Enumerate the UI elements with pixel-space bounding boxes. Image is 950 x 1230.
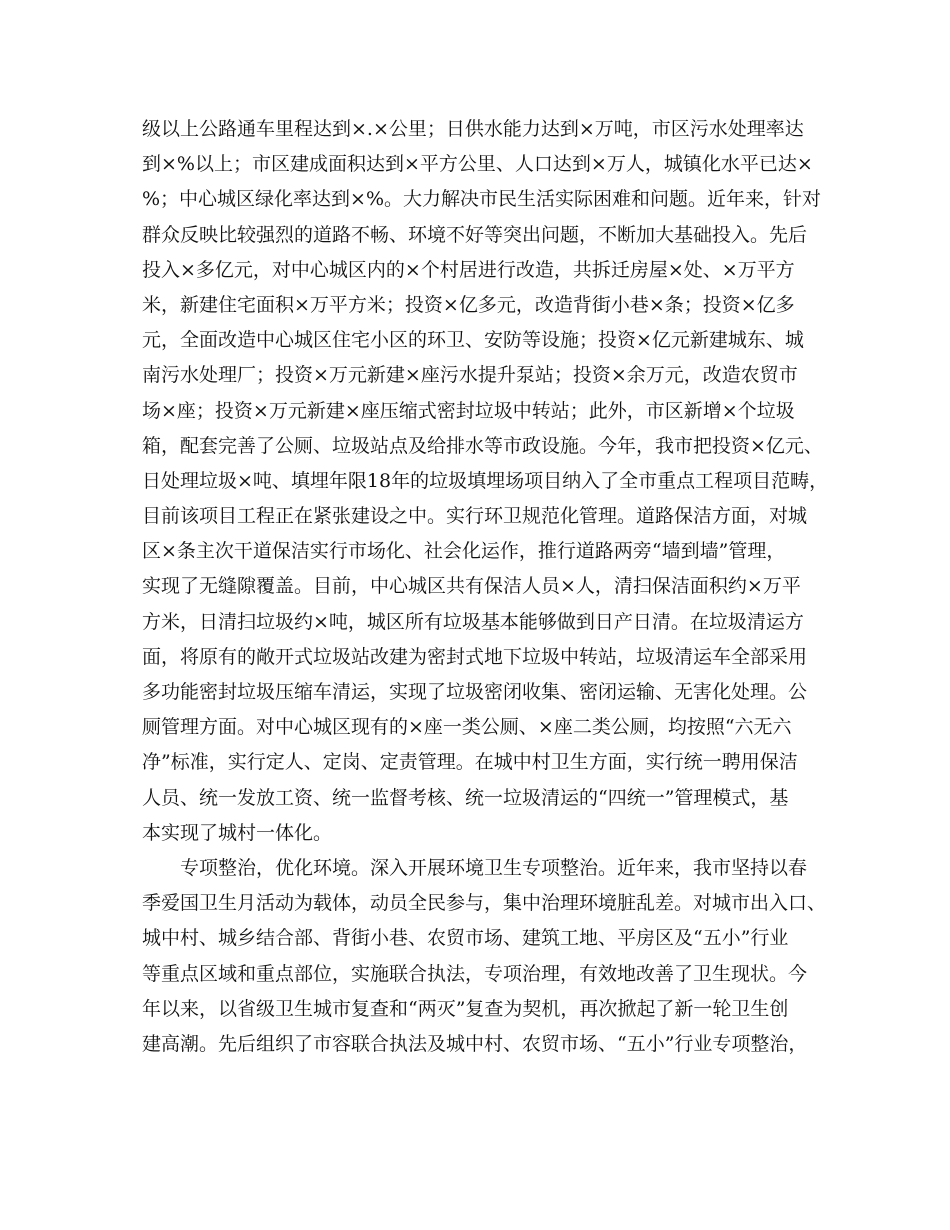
text-line: 到×%以上；市区建成面积达到×平方公里、人口达到×万人，城镇化水平已达× bbox=[142, 153, 813, 176]
text-line: 净”标准，实行定人、定岗、定责管理。在城中村卫生方面，实行统一聘用保洁 bbox=[142, 751, 798, 774]
paragraph-start-line: 专项整治，优化环境。深入开展环境卫生专项整治。近年来，我市坚持以春 bbox=[180, 856, 808, 879]
text-line: 城中村、城乡结合部、背街小巷、农贸市场、建筑工地、平房区及“五小”行业 bbox=[142, 927, 789, 950]
text-line: 人员、统一发放工资、统一监督考核、统一垃圾清运的“四统一”管理模式，基 bbox=[142, 786, 789, 809]
body-text bbox=[142, 112, 829, 1062]
text-line: 箱，配套完善了公厕、垃圾站点及给排水等市政设施。今年，我市把投资×亿元、 bbox=[142, 434, 823, 457]
text-line: 级以上公路通车里程达到×.×公里；日供水能力达到×万吨，市区污水处理率达 bbox=[142, 118, 804, 140]
text-line: 区×条主次干道保洁实行市场化、社会化运作，推行道路两旁“墙到墙”管理， bbox=[142, 540, 786, 563]
text-line: 投入×多亿元，对中心城区内的×个村居进行改造，共拆迁房屋×处、×万平方 bbox=[142, 258, 795, 281]
text-line: 南污水处理厂；投资×万元新建×座污水提升泵站；投资×余万元，改造农贸市 bbox=[142, 364, 798, 387]
text-line: 日处理垃圾×吨、填埋年限18年的垃圾填埋场项目纳入了全市重点工程项目范畴， bbox=[142, 469, 829, 492]
text-line: 实现了无缝隙覆盖。目前，中心城区共有保洁人员×人，清扫保洁面积约×万平 bbox=[142, 575, 801, 598]
text-line: %；中心城区绿化率达到×%。大力解决市民生活实际困难和问题。近年来，针对 bbox=[142, 188, 822, 211]
text-line: 场×座；投资×万元新建×座压缩式密封垃圾中转站；此外，市区新增×个垃圾 bbox=[142, 399, 795, 422]
text-line: 面，将原有的敞开式垃圾站改建为密封式地下垃圾中转站，垃圾清运车全部采用 bbox=[142, 645, 808, 668]
text-line: 方米，日清扫垃圾约×吨，城区所有垃圾基本能够做到日产日清。在垃圾清运方 bbox=[142, 610, 804, 633]
text-line: 建高潮。先后组织了市容联合执法及城中村、农贸市场、“五小”行业专项整治， bbox=[142, 1032, 808, 1055]
text-line: 年以来，以省级卫生城市复查和“两灭”复查为契机，再次掀起了新一轮卫生创 bbox=[142, 997, 789, 1020]
text-line: 米，新建住宅面积×万平方米；投资×亿多元，改造背街小巷×条；投资×亿多 bbox=[142, 293, 795, 316]
text-line: 季爱国卫生月活动为载体，动员全民参与，集中治理环境脏乱差。对城市出入口、 bbox=[142, 892, 827, 915]
text-line: 目前该项目工程正在紧张建设之中。实行环卫规范化管理。道路保洁方面，对城 bbox=[142, 505, 808, 528]
text-line: 群众反映比较强烈的道路不畅、环境不好等突出问题，不断加大基础投入。先后 bbox=[142, 223, 808, 246]
text-line: 元，全面改造中心城区住宅小区的环卫、安防等设施；投资×亿元新建城东、城 bbox=[142, 329, 804, 352]
text-line: 多功能密封垃圾压缩车清运，实现了垃圾密闭收集、密闭运输、无害化处理。公 bbox=[142, 681, 808, 703]
text-line: 等重点区域和重点部位，实施联合执法，专项治理，有效地改善了卫生现状。今 bbox=[142, 962, 808, 985]
text-line: 厕管理方面。对中心城区现有的×座一类公厕、×座二类公厕，均按照“六无六 bbox=[142, 716, 792, 739]
text-line: 本实现了城村一体化。 bbox=[142, 821, 333, 844]
